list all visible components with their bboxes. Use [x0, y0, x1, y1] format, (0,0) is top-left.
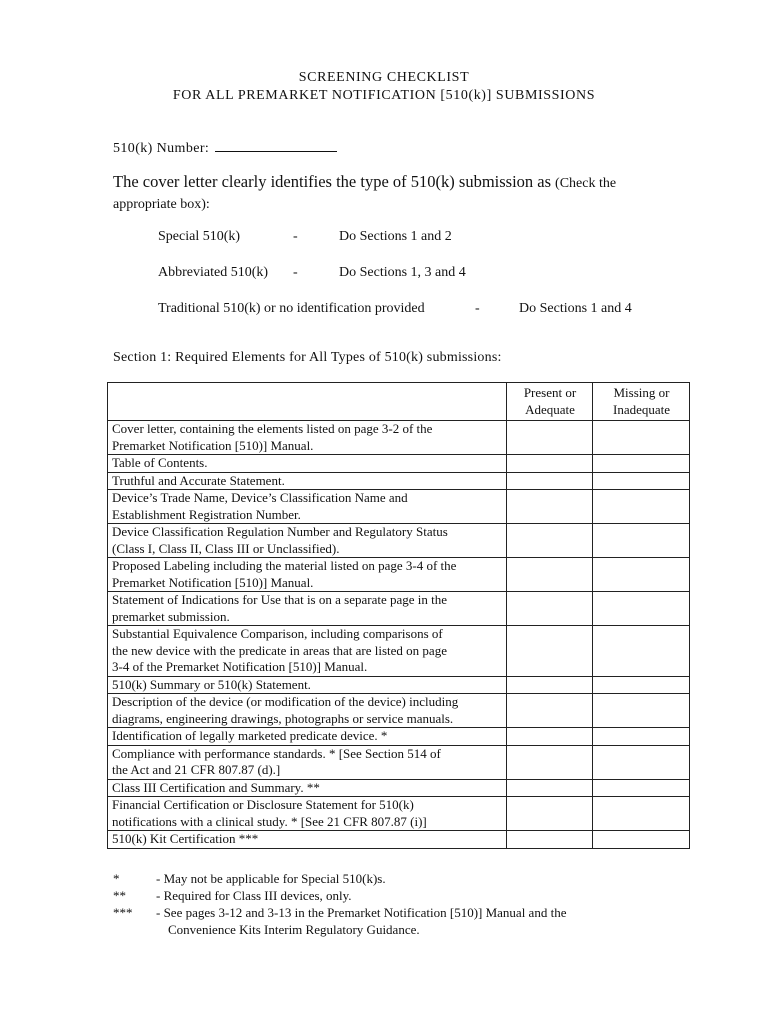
intro-instruction: (Check the appropriate box): — [113, 176, 617, 212]
checklist-row — [108, 676, 690, 694]
checklist-item-text: Premarket Notification [510)] Manual. — [112, 574, 314, 590]
checklist-item-text: 510(k) Summary or 510(k) Statement. — [112, 676, 311, 692]
submission-type-action: Do Sections 1 and 4 — [519, 301, 632, 316]
missing-or-inadequate-checkbox-cell[interactable] — [593, 558, 690, 592]
present-or-adequate-checkbox-cell[interactable] — [507, 728, 593, 746]
present-or-adequate-checkbox-cell[interactable] — [507, 558, 593, 592]
checklist-item-text: Proposed Labeling including the material listed on page 3-4 of the — [112, 558, 457, 573]
submission-type-traditional: Traditional 510(k) or no identification provided — [158, 301, 425, 316]
checklist-item — [108, 558, 507, 592]
present-or-adequate-checkbox-cell[interactable] — [507, 490, 593, 524]
checklist-item — [108, 421, 507, 455]
missing-or-inadequate-checkbox-cell[interactable] — [593, 472, 690, 490]
present-or-adequate-checkbox-cell[interactable] — [507, 797, 593, 831]
checklist-item-text: Class III Certification and Summary. ** — [112, 779, 320, 795]
checklist-item-text: diagrams, engineering drawings, photographs or service manuals. — [112, 710, 454, 726]
submission-type-dash: - — [293, 229, 298, 244]
checklist-item-text: 510(k) Kit Certification *** — [112, 831, 259, 846]
missing-or-inadequate-checkbox-cell[interactable] — [593, 592, 690, 626]
item-column-header — [108, 383, 507, 421]
footnote-text: - Required for Class III devices, only. — [156, 888, 352, 903]
submission-type-action: Do Sections 1 and 2 — [339, 229, 452, 244]
checklist-item-text: (Class I, Class II, Class III or Unclassified). — [112, 540, 340, 556]
checklist-item — [108, 728, 507, 746]
missing-or-inadequate-checkbox-cell[interactable] — [593, 676, 690, 694]
submission-type-action: Do Sections 1, 3 and 4 — [339, 265, 466, 280]
checklist-item-text: Table of Contents. — [112, 455, 208, 470]
checklist-item-text: 3-4 of the Premarket Notification [510)] Manual. — [112, 659, 368, 674]
missing-or-inadequate-checkbox-cell[interactable] — [593, 626, 690, 677]
missing-or-inadequate-checkbox-cell[interactable] — [593, 728, 690, 746]
missing-or-inadequate-checkbox-cell[interactable] — [593, 831, 690, 849]
present-or-adequate-checkbox-cell[interactable] — [507, 626, 593, 677]
missing-or-inadequate-checkbox-cell[interactable] — [593, 524, 690, 558]
checklist-item-text: Device’s Trade Name, Device’s Classification Name and — [112, 490, 408, 505]
missing-header-line: Inadequate — [612, 401, 671, 417]
checklist-item — [108, 472, 507, 490]
checklist-item-text: notifications with a clinical study. * [See 21 CFR 807.87 (i)] — [112, 813, 427, 829]
510k-number-field — [113, 138, 337, 158]
checklist-row — [108, 831, 690, 849]
footnote-continuation: Convenience Kits Interim Regulatory Guidance. — [168, 922, 420, 937]
checklist-item — [108, 676, 507, 694]
checklist-item — [108, 745, 507, 779]
checklist-row — [108, 558, 690, 592]
checklist-item — [108, 626, 507, 677]
checklist-item-text: Compliance with performance standards. * [See Section 514 of — [112, 745, 441, 761]
intro-statement: The cover letter clearly identifies the type of 510(k) submission as — [113, 172, 552, 191]
document-title: SCREENING CHECKLIST — [298, 70, 470, 85]
submission-type-abbreviated: Abbreviated 510(k) — [158, 265, 269, 280]
checklist-row — [108, 472, 690, 490]
present-or-adequate-checkbox-cell[interactable] — [507, 455, 593, 473]
checklist-item — [108, 694, 507, 728]
checklist-item — [108, 592, 507, 626]
submission-type-special: Special 510(k) — [158, 229, 241, 244]
checklist-rows — [108, 421, 690, 849]
checklist-item-text: Identification of legally marketed predicate device. * — [112, 728, 388, 743]
checklist-row — [108, 779, 690, 797]
checklist-item-text: Truthful and Accurate Statement. — [112, 472, 285, 488]
checklist-row — [108, 421, 690, 455]
present-header-line: Present or — [523, 385, 577, 400]
checklist-row — [108, 524, 690, 558]
checklist-item — [108, 831, 507, 849]
checklist-row — [108, 728, 690, 746]
checklist-item-text: Establishment Registration Number. — [112, 506, 301, 522]
510k-number-blank-line[interactable] — [215, 138, 337, 152]
checklist-item-text: the Act and 21 CFR 807.87 (d).] — [112, 762, 281, 777]
checklist-item-text: Device Classification Regulation Number and Regulatory Status — [112, 524, 448, 539]
present-or-adequate-checkbox-cell[interactable] — [507, 676, 593, 694]
footnote-mark: * — [113, 871, 120, 886]
present-or-adequate-checkbox-cell[interactable] — [507, 472, 593, 490]
checklist-row — [108, 745, 690, 779]
checklist-item-text: Description of the device (or modification of the device) including — [112, 694, 459, 709]
checklist-item — [108, 797, 507, 831]
checklist-item-text: Statement of Indications for Use that is on a separate page in the — [112, 592, 448, 607]
checklist-item-text: Financial Certification or Disclosure Statement for 510(k) — [112, 797, 414, 812]
document-subtitle: FOR ALL PREMARKET NOTIFICATION [510(k)] SUBMISSIONS — [172, 88, 596, 103]
checklist-row — [108, 592, 690, 626]
missing-or-inadequate-checkbox-cell[interactable] — [593, 490, 690, 524]
footnote-mark: *** — [113, 905, 133, 920]
present-or-adequate-checkbox-cell[interactable] — [507, 694, 593, 728]
checklist-item-text: the new device with the predicate in areas that are listed on page — [112, 642, 447, 658]
present-or-adequate-checkbox-cell[interactable] — [507, 745, 593, 779]
checklist-item — [108, 455, 507, 473]
missing-header-line: Missing or — [613, 385, 670, 400]
submission-type-dash: - — [293, 265, 298, 280]
missing-or-inadequate-checkbox-cell[interactable] — [593, 745, 690, 779]
checklist-item-text: premarket submission. — [112, 608, 230, 624]
present-or-adequate-checkbox-cell[interactable] — [507, 779, 593, 797]
missing-or-inadequate-checkbox-cell[interactable] — [593, 421, 690, 455]
checklist-row — [108, 490, 690, 524]
section-1-heading: Section 1: Required Elements for All Types of 510(k) submissions: — [113, 350, 502, 365]
checklist-item-text: Cover letter, containing the elements listed on page 3-2 of the — [112, 421, 433, 436]
checklist-row — [108, 626, 690, 677]
510k-number-label: 510(k) Number: — [113, 141, 210, 156]
present-or-adequate-checkbox-cell[interactable] — [507, 421, 593, 455]
checklist-item — [108, 779, 507, 797]
present-or-adequate-checkbox-cell[interactable] — [507, 831, 593, 849]
checklist-item — [108, 524, 507, 558]
present-or-adequate-checkbox-cell[interactable] — [507, 524, 593, 558]
submission-type-intro — [113, 172, 673, 215]
checklist-row — [108, 797, 690, 831]
checklist-item — [108, 490, 507, 524]
missing-column-header — [593, 383, 690, 421]
present-or-adequate-checkbox-cell[interactable] — [507, 592, 593, 626]
missing-or-inadequate-checkbox-cell[interactable] — [593, 797, 690, 831]
checklist-row — [108, 455, 690, 473]
missing-or-inadequate-checkbox-cell[interactable] — [593, 779, 690, 797]
footnote-text: - See pages 3-12 and 3-13 in the Premarket Notification [510)] Manual and the — [156, 905, 567, 920]
present-column-header — [507, 383, 593, 421]
checklist-row — [108, 694, 690, 728]
table-header-row — [108, 383, 690, 421]
checklist-item-text: Substantial Equivalence Comparison, including comparisons of — [112, 626, 443, 641]
checklist-item-text: Premarket Notification [510)] Manual. — [112, 437, 314, 453]
missing-or-inadequate-checkbox-cell[interactable] — [593, 694, 690, 728]
missing-or-inadequate-checkbox-cell[interactable] — [593, 455, 690, 473]
required-elements-table — [107, 382, 690, 849]
submission-type-dash: - — [475, 301, 480, 316]
footnote-text: - May not be applicable for Special 510(k)s. — [156, 871, 386, 886]
present-header-line: Adequate — [525, 401, 575, 417]
footnote-mark: ** — [113, 888, 126, 903]
